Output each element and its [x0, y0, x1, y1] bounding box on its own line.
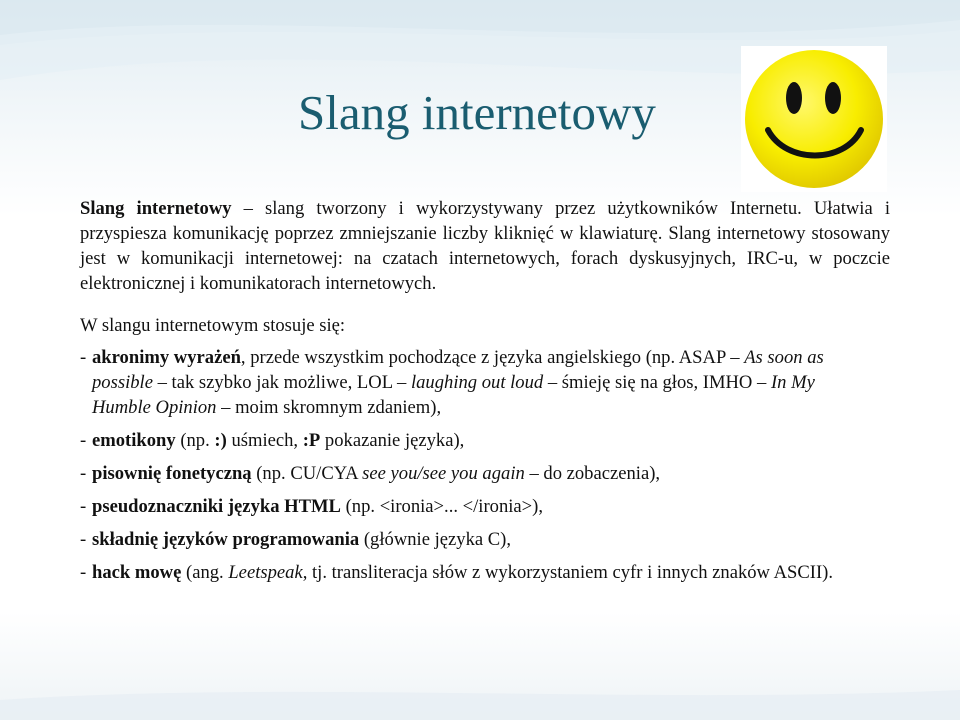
smiley-image — [741, 46, 887, 192]
acronyms-text-3: – śmieję się na głos, IMHO – — [543, 372, 771, 393]
emoticons-text-3: pokazanie języka), — [320, 430, 465, 451]
phonetic-text-2: – do zobaczenia), — [524, 463, 661, 484]
emoticon-smile: :) — [214, 430, 227, 451]
acronyms-text-4: – moim skromnym zdaniem), — [216, 397, 442, 418]
emoticons-text-1: (np. — [175, 430, 215, 451]
emoticons-text-2: uśmiech, — [226, 430, 303, 451]
acronyms-text-1: , przede wszystkim pochodzące z języka angielskiego (np. ASAP – — [240, 347, 745, 368]
list-dash: - — [80, 430, 87, 451]
smiley-face-icon — [741, 46, 887, 192]
list-item-acronyms — [80, 345, 890, 420]
acronyms-asap: As soon as possible — [92, 347, 824, 393]
emoticon-tongue: :P — [302, 430, 321, 451]
acronyms-lol: laughing out loud — [410, 372, 544, 393]
list-item-emoticons — [80, 428, 890, 453]
list-item-text — [92, 494, 890, 519]
list-item-hack — [80, 560, 890, 585]
pseudo-html-text: (np. <ironia>... </ironia>), — [340, 496, 543, 517]
list-dash: - — [80, 463, 87, 484]
phonetic-example: see you/see you again — [362, 463, 525, 484]
list-dash: - — [80, 529, 87, 550]
hack-term: hack mowę — [92, 562, 182, 583]
list-item-pseudo-html — [80, 494, 890, 519]
intro-text: – slang tworzony i wykorzystywany przez użytkowników Internetu. Ułatwia i przyspiesza komunikację poprzez zmniejszanie liczby kliknięć w klawiaturę. Slang internetowy stosowany jest w komunikacji internetowej: na czatach internetowych, forach dyskusyjnych, IRC-u, w poczcie elektronicznej i komunikatorach internetowych. — [80, 198, 890, 294]
acronyms-imho: In My Humble Opinion — [92, 372, 815, 418]
slang-features-list — [80, 345, 890, 585]
list-dash: - — [80, 347, 87, 368]
list-dash: - — [80, 496, 87, 517]
acronyms-text-2: – tak szybko jak możliwe, LOL – — [152, 372, 411, 393]
intro-paragraph — [80, 196, 890, 296]
emoticons-term: emotikony — [92, 430, 176, 451]
list-item-text — [92, 560, 890, 585]
list-item-text — [92, 527, 890, 552]
usage-heading: W slangu internetowym stosuje się: — [80, 315, 346, 336]
list-item-text — [92, 428, 890, 453]
programming-term: składnię języków programowania — [92, 529, 360, 550]
hack-text-1: (ang. — [181, 562, 229, 583]
list-item-text — [92, 345, 890, 420]
list-dash: - — [80, 562, 87, 583]
page-title: Slang internetowy — [298, 85, 656, 140]
slide-body — [80, 196, 890, 593]
hack-leetspeak: Leetspeak — [228, 562, 303, 583]
acronyms-term: akronimy wyrażeń — [92, 347, 241, 368]
phonetic-text-1: (np. CU/CYA — [251, 463, 363, 484]
list-item-phonetic — [80, 461, 890, 486]
pseudo-html-term: pseudoznaczniki języka HTML — [92, 496, 341, 517]
hack-text-2: , tj. transliteracja słów z wykorzystaniem cyfr i innych znaków ASCII). — [302, 562, 833, 583]
intro-term: Slang internetowy — [80, 198, 232, 219]
list-item-programming — [80, 527, 890, 552]
phonetic-term: pisownię fonetyczną — [92, 463, 252, 484]
programming-text: (głównie języka C), — [359, 529, 512, 550]
list-item-text — [92, 461, 890, 486]
